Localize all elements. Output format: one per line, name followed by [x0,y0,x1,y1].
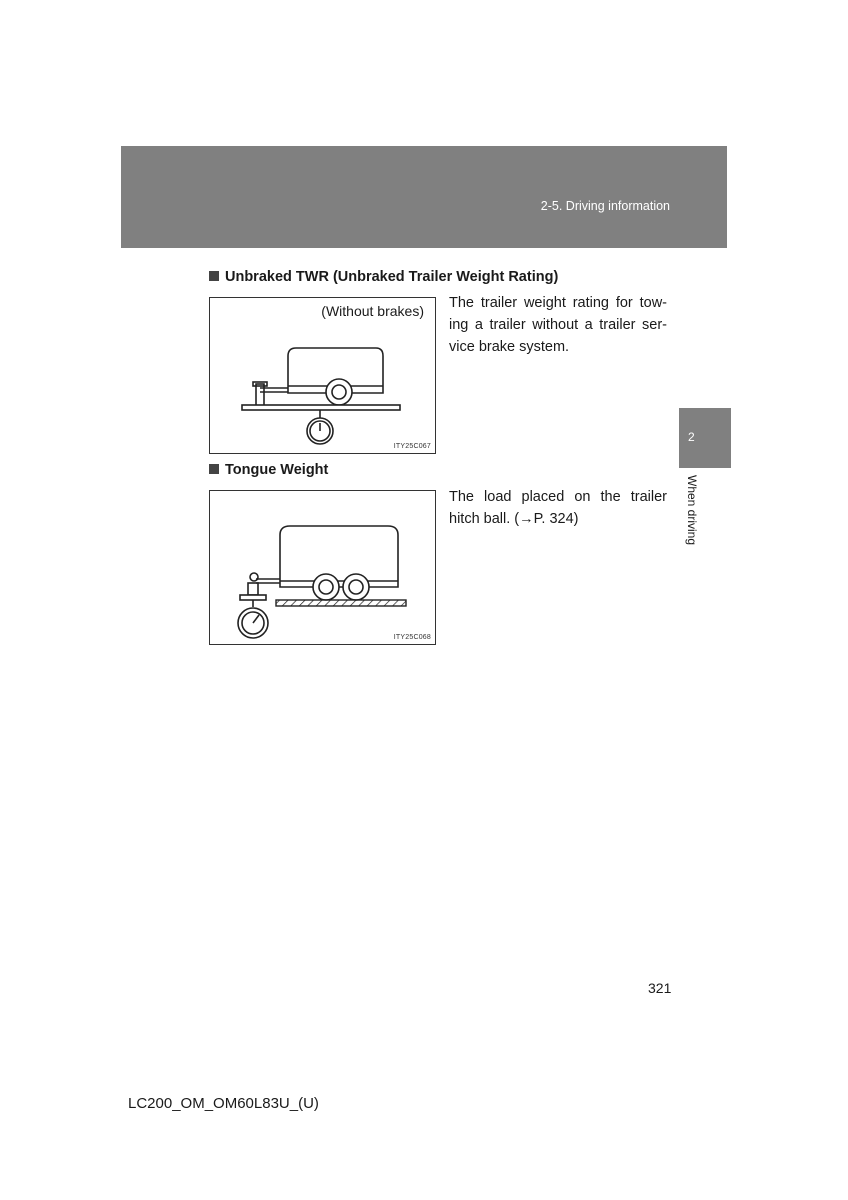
figure-note: (Without brakes) [321,303,424,319]
section-title-tongue-weight [209,462,328,478]
section-title-text: Unbraked TWR (Unbraked Trailer Weight Rating) [225,269,559,285]
figure-code: ITY25C067 [393,443,431,450]
section-title-text: Tongue Weight [225,462,329,478]
figure-unbraked-trailer [209,297,436,454]
chapter-section-title: 2-5. Driving information [540,199,670,213]
trailer-on-scale-illustration [210,298,435,453]
chapter-header-band [121,146,727,248]
section-description-unbraked-twr: The trailer weight rating for tow-ing a trailer without a trailer ser-vice brake system. [449,295,667,355]
chapter-tab-label: When driving [685,475,699,546]
square-bullet-icon [209,464,219,474]
chapter-tab [679,408,731,468]
figure-tongue-weight [209,490,436,645]
page-number: 321 [648,980,672,996]
figure-code: ITY25C068 [393,634,431,641]
document-id: LC200_OM_OM60L83U_(U) [128,1095,319,1112]
chapter-tab-number: 2 [688,430,695,444]
section-description-tongue-weight: The load placed on the trailer hitch ball. (→P. 324) [449,489,667,527]
square-bullet-icon [209,271,219,281]
section-title-unbraked-twr [209,269,558,285]
tongue-weight-illustration [210,491,435,644]
